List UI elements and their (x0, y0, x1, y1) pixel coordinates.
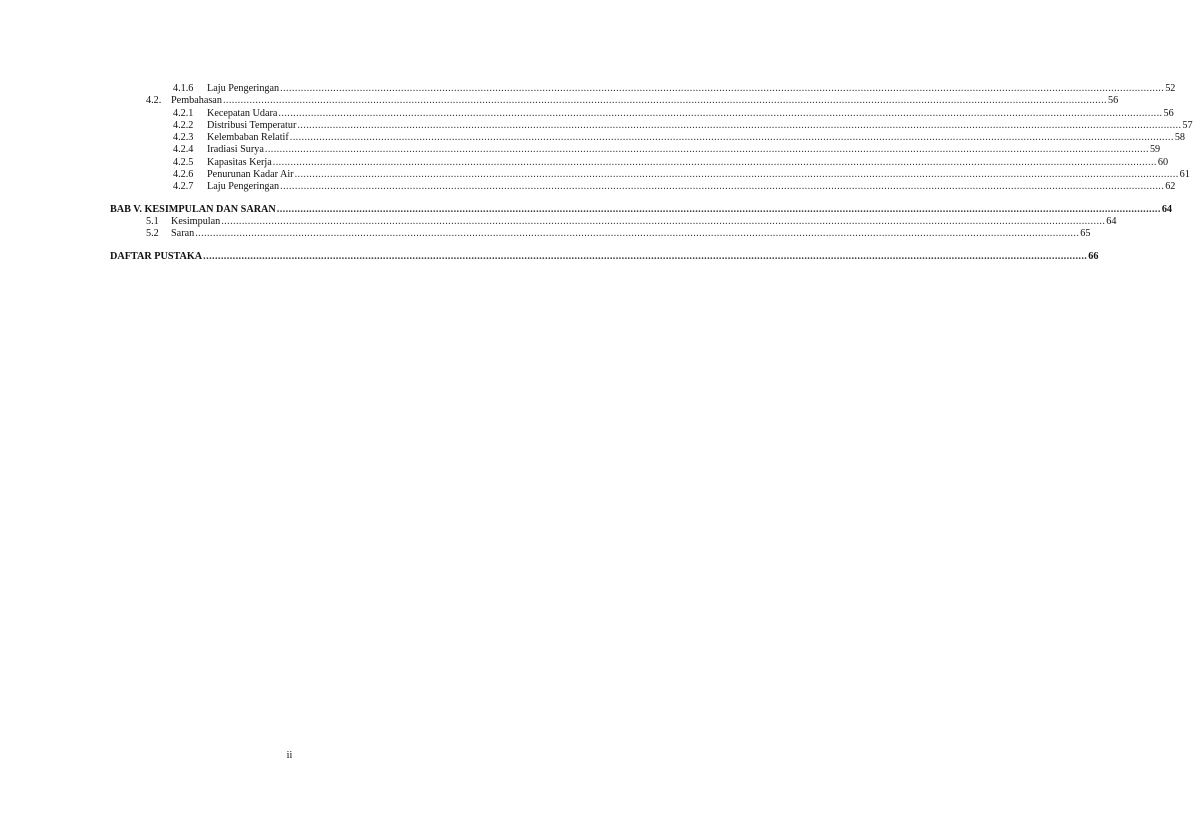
toc-leader-dots: ............................................................................................................................................................................................................................................................................................................ (264, 144, 1149, 156)
toc-entry-title: Laju Pengeringan (207, 181, 280, 193)
toc-entry-number: 4.1.6 (173, 83, 194, 94)
toc-entry[interactable] (110, 181, 1176, 193)
toc-entry-title: Kesimpulan (171, 215, 221, 227)
toc-entry[interactable] (110, 250, 1099, 263)
toc-entry-title: Distribusi Temperatur (207, 119, 297, 131)
toc-entry-page: 64 (1161, 203, 1173, 215)
toc-entry[interactable] (110, 156, 1169, 169)
toc-entry-number: 4.2.7 (173, 181, 194, 193)
toc-entry-page: 56 (1163, 107, 1174, 119)
toc-entry-number: 4.2.3 (173, 132, 194, 144)
toc-entry-page: 62 (1165, 181, 1176, 193)
toc-entry-page: 52 (1165, 83, 1176, 94)
toc-entry[interactable] (110, 215, 1117, 228)
toc-spacer (110, 241, 509, 251)
toc-leader-dots: ............................................................................................................................................................................................................................................................................................................ (280, 83, 1165, 94)
toc-entry-page: 64 (1106, 215, 1117, 227)
toc-entry-page: 61 (1179, 169, 1190, 181)
toc-leader-dots: ............................................................................................................................................................................................................................................................................................................ (289, 132, 1174, 144)
table-of-contents (110, 83, 1193, 263)
toc-spacer (110, 194, 509, 204)
toc-entry-title: Kelembaban Relatif (207, 132, 289, 144)
toc-entry[interactable] (110, 144, 1161, 156)
toc-entry[interactable] (110, 95, 1119, 107)
toc-entry-number: 4.2.4 (173, 144, 194, 156)
toc-entry[interactable] (110, 203, 1173, 216)
toc-entry[interactable] (110, 228, 1091, 240)
toc-entry[interactable] (110, 119, 1193, 132)
toc-leader-dots: ............................................................................................................................................................................................................................................................................................................ (221, 215, 1106, 227)
toc-entry-page: 60 (1157, 156, 1169, 168)
toc-entry-title: Saran (171, 228, 195, 240)
toc-entry[interactable] (110, 132, 1185, 144)
toc-leader-dots: ............................................................................................................................................................................................................................................................................................................ (272, 156, 1157, 168)
toc-entry[interactable] (110, 107, 1174, 120)
toc-entry-page: 65 (1080, 228, 1091, 240)
toc-entry[interactable] (110, 83, 1176, 95)
toc-leader-dots: ............................................................................................................................................................................................................................................................................................................ (278, 107, 1163, 119)
toc-leader-dots: ............................................................................................................................................................................................................................................................................................................ (280, 181, 1165, 193)
toc-leader-dots: ............................................................................................................................................................................................................................................................................................................ (222, 95, 1107, 107)
toc-entry-page: 66 (1088, 250, 1099, 262)
toc-entry-title: DAFTAR PUSTAKA (110, 250, 203, 262)
toc-entry-title: Kecepatan Udara (207, 107, 278, 119)
toc-entry-title: Iradiasi Surya (207, 144, 264, 156)
toc-entry-number: 4.2.1 (173, 107, 194, 119)
toc-entry-number: 4.2.2 (173, 119, 194, 131)
toc-entry-title: Pembahasan (171, 95, 222, 107)
toc-leader-dots: ............................................................................................................................................................................................................................................................................................................ (294, 169, 1179, 181)
toc-entry-number: 4.2.6 (173, 169, 194, 181)
toc-entry-number: 4.2. (146, 95, 162, 107)
toc-entry[interactable] (110, 169, 1190, 181)
toc-leader-dots: ............................................................................................................................................................................................................................................................................................................ (203, 250, 1088, 262)
toc-entry-page: 58 (1174, 132, 1185, 144)
toc-entry-page: 57 (1182, 119, 1193, 131)
toc-leader-dots: ............................................................................................................................................................................................................................................................................................................ (276, 203, 1161, 215)
toc-leader-dots: ............................................................................................................................................................................................................................................................................................................ (195, 228, 1080, 240)
toc-entry-number: 5.2 (146, 228, 159, 240)
toc-entry-title: Laju Pengeringan (207, 83, 280, 94)
toc-entry-title: Kapasitas Kerja (207, 156, 272, 168)
toc-leader-dots: ............................................................................................................................................................................................................................................................................................................ (297, 119, 1182, 131)
toc-entry-title: BAB V. KESIMPULAN DAN SARAN (110, 203, 276, 215)
toc-entry-page: 59 (1149, 144, 1161, 156)
toc-entry-number: 5.1 (146, 215, 159, 227)
toc-entry-page: 56 (1108, 95, 1119, 107)
toc-entry-title: Penurunan Kadar Air (207, 169, 294, 181)
page-number: ii (286, 750, 293, 761)
toc-entry-number: 4.2.5 (173, 156, 194, 168)
